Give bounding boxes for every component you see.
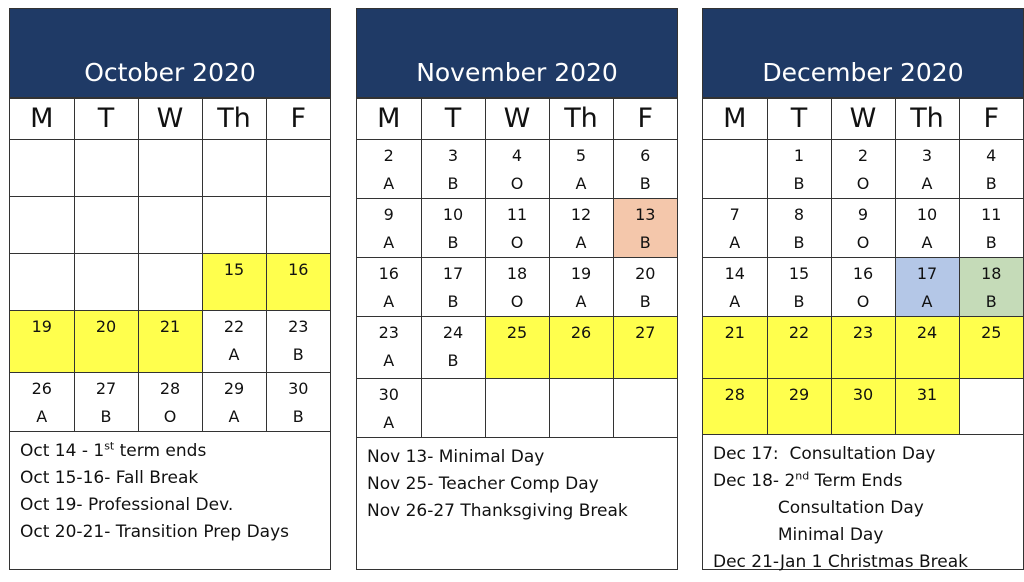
day-cell xyxy=(138,254,202,311)
month-title: November 2020 xyxy=(357,9,677,98)
day-cell xyxy=(202,197,266,254)
month-grid xyxy=(10,98,330,432)
rotation-code: A xyxy=(383,233,395,252)
rotation-code: B xyxy=(985,292,997,311)
day-cell xyxy=(831,317,895,379)
rotation-code: A xyxy=(36,407,48,426)
note-line: Nov 26-27 Thanksgiving Break xyxy=(367,501,628,521)
day-number: 30 xyxy=(378,385,399,404)
day-number: 17 xyxy=(916,264,938,283)
day-cell xyxy=(549,317,613,379)
day-cell xyxy=(357,199,421,258)
month-title: October 2020 xyxy=(10,9,330,98)
day-number: 20 xyxy=(635,264,656,283)
day-cell xyxy=(485,199,549,258)
day-cell xyxy=(202,140,266,197)
day-number: 18 xyxy=(506,264,528,283)
weekday-label: M xyxy=(703,99,767,140)
day-cell xyxy=(767,317,831,379)
day-cell xyxy=(138,197,202,254)
rotation-code: O xyxy=(856,174,870,193)
week-row xyxy=(703,199,1023,258)
day-number: 26 xyxy=(570,323,592,342)
weekday-label: F xyxy=(266,99,330,140)
day-cell xyxy=(10,140,74,197)
day-number: 12 xyxy=(570,205,592,224)
note-line: Oct 15-16- Fall Break xyxy=(20,468,199,488)
rotation-code: A xyxy=(228,345,240,364)
day-cell xyxy=(74,373,138,432)
day-number: 21 xyxy=(724,323,745,342)
day-cell xyxy=(485,317,549,379)
day-number: 30 xyxy=(852,385,874,404)
day-number: 13 xyxy=(635,205,656,224)
day-number: 21 xyxy=(159,317,181,336)
note-line: Minimal Day xyxy=(713,525,884,545)
month-grid xyxy=(703,98,1023,435)
week-row xyxy=(357,258,677,317)
day-cell xyxy=(703,258,767,317)
day-cell xyxy=(266,311,330,373)
note-line: Oct 14 - 1st term ends xyxy=(20,439,207,461)
day-cell xyxy=(703,140,767,199)
rotation-code: B xyxy=(447,174,459,193)
day-number: 9 xyxy=(857,205,869,224)
note-line: Consultation Day xyxy=(713,498,924,518)
day-number: 23 xyxy=(288,317,309,336)
note-superscript: st xyxy=(104,439,115,453)
note-line: Dec 17: Consultation Day xyxy=(713,444,936,464)
rotation-code: A xyxy=(383,292,395,311)
rotation-code: A xyxy=(729,233,741,252)
day-cell xyxy=(138,140,202,197)
weekday-label: Th xyxy=(202,99,266,140)
week-row xyxy=(10,140,330,197)
day-cell xyxy=(266,140,330,197)
day-number: 27 xyxy=(95,379,117,398)
day-number: 7 xyxy=(729,205,740,224)
day-cell xyxy=(549,379,613,438)
day-cell xyxy=(485,258,549,317)
day-cell xyxy=(74,311,138,373)
week-row xyxy=(357,140,677,199)
day-number: 18 xyxy=(981,264,1002,283)
day-number: 28 xyxy=(724,385,745,404)
week-row xyxy=(10,311,330,373)
rotation-code: O xyxy=(510,292,524,311)
rotation-code: B xyxy=(639,233,651,252)
day-cell xyxy=(421,258,485,317)
weekday-label: T xyxy=(74,99,138,140)
note-line: Dec 18- 2nd Term Ends xyxy=(713,469,903,491)
day-cell xyxy=(831,258,895,317)
day-number: 17 xyxy=(442,264,464,283)
day-number: 24 xyxy=(442,323,464,342)
day-number: 19 xyxy=(570,264,592,283)
day-number: 25 xyxy=(506,323,528,342)
day-number: 15 xyxy=(788,264,810,283)
day-cell xyxy=(421,140,485,199)
rotation-code: B xyxy=(793,292,805,311)
note-line: Nov 25- Teacher Comp Day xyxy=(367,474,599,494)
rotation-code: A xyxy=(575,233,587,252)
rotation-code: O xyxy=(856,233,870,252)
weekday-label: T xyxy=(767,99,831,140)
day-cell xyxy=(613,258,677,317)
day-number: 4 xyxy=(511,146,523,165)
weekday-label: Th xyxy=(895,99,959,140)
day-cell xyxy=(202,311,266,373)
weekday-label: F xyxy=(613,99,677,140)
day-number: 11 xyxy=(506,205,528,224)
rotation-code: B xyxy=(793,174,805,193)
day-cell xyxy=(613,140,677,199)
rotation-code: A xyxy=(729,292,741,311)
day-number: 20 xyxy=(95,317,117,336)
day-cell xyxy=(138,373,202,432)
day-cell xyxy=(266,197,330,254)
day-cell xyxy=(831,379,895,435)
day-cell xyxy=(895,199,959,258)
day-number: 16 xyxy=(852,264,874,283)
note-line: Nov 13- Minimal Day xyxy=(367,447,545,467)
weekday-header-row xyxy=(357,99,677,140)
week-row xyxy=(10,373,330,432)
day-cell xyxy=(703,317,767,379)
day-number: 6 xyxy=(640,146,651,165)
rotation-code: A xyxy=(383,351,395,370)
day-cell xyxy=(959,258,1023,317)
day-cell xyxy=(767,379,831,435)
day-number: 1 xyxy=(793,146,805,165)
day-cell xyxy=(202,373,266,432)
day-cell xyxy=(421,317,485,379)
day-number: 23 xyxy=(852,323,874,342)
day-cell xyxy=(421,379,485,438)
rotation-code: O xyxy=(163,407,177,426)
rotation-code: A xyxy=(921,292,933,311)
day-number: 16 xyxy=(378,264,399,283)
weekday-label: M xyxy=(10,99,74,140)
rotation-code: O xyxy=(510,233,524,252)
rotation-code: B xyxy=(639,174,651,193)
day-number: 10 xyxy=(916,205,938,224)
day-cell xyxy=(895,258,959,317)
month-panel xyxy=(9,8,331,570)
day-number: 2 xyxy=(383,146,394,165)
rotation-code: A xyxy=(228,407,240,426)
day-number: 5 xyxy=(575,146,587,165)
day-cell xyxy=(549,199,613,258)
rotation-code: B xyxy=(447,351,459,370)
rotation-code: B xyxy=(639,292,651,311)
day-cell xyxy=(266,373,330,432)
day-cell xyxy=(357,140,421,199)
weekday-label: W xyxy=(138,99,202,140)
day-number: 23 xyxy=(378,323,399,342)
day-number: 29 xyxy=(788,385,810,404)
note-line: Oct 20-21- Transition Prep Days xyxy=(20,522,289,542)
day-cell xyxy=(959,317,1023,379)
month-notes xyxy=(10,432,330,552)
day-cell xyxy=(485,140,549,199)
day-number: 15 xyxy=(223,260,245,279)
rotation-code: A xyxy=(383,174,395,193)
day-cell xyxy=(613,199,677,258)
day-cell xyxy=(10,311,74,373)
rotation-code: A xyxy=(383,413,395,432)
day-number: 28 xyxy=(159,379,181,398)
rotation-code: B xyxy=(292,345,304,364)
day-cell xyxy=(895,379,959,435)
day-number: 16 xyxy=(288,260,309,279)
weekday-label: T xyxy=(421,99,485,140)
week-row xyxy=(357,317,677,379)
day-number: 29 xyxy=(223,379,245,398)
day-cell xyxy=(959,140,1023,199)
day-cell xyxy=(357,317,421,379)
weekday-label: M xyxy=(357,99,421,140)
day-cell xyxy=(138,311,202,373)
day-cell xyxy=(549,258,613,317)
month-notes xyxy=(357,438,677,531)
day-number: 30 xyxy=(288,379,309,398)
week-row xyxy=(703,379,1023,435)
day-number: 27 xyxy=(635,323,656,342)
weekday-label: W xyxy=(485,99,549,140)
day-cell xyxy=(767,199,831,258)
day-cell xyxy=(959,379,1023,435)
weekday-label: Th xyxy=(549,99,613,140)
day-number: 19 xyxy=(31,317,52,336)
day-number: 10 xyxy=(442,205,464,224)
day-cell xyxy=(10,254,74,311)
week-row xyxy=(10,254,330,311)
note-line: Oct 19- Professional Dev. xyxy=(20,495,234,515)
week-row xyxy=(703,258,1023,317)
rotation-code: O xyxy=(510,174,524,193)
day-cell xyxy=(895,140,959,199)
day-cell xyxy=(767,140,831,199)
day-cell xyxy=(613,317,677,379)
week-row xyxy=(357,379,677,438)
day-number: 25 xyxy=(981,323,1002,342)
day-cell xyxy=(485,379,549,438)
rotation-code: B xyxy=(793,233,805,252)
month-panel xyxy=(702,8,1024,570)
day-cell xyxy=(895,317,959,379)
week-row xyxy=(10,197,330,254)
day-number: 24 xyxy=(916,323,938,342)
day-cell xyxy=(421,199,485,258)
day-number: 31 xyxy=(916,385,938,404)
day-number: 14 xyxy=(724,264,745,283)
weekday-label: F xyxy=(959,99,1023,140)
day-cell xyxy=(74,254,138,311)
rotation-code: B xyxy=(447,233,459,252)
day-cell xyxy=(357,258,421,317)
rotation-code: B xyxy=(985,233,997,252)
note-superscript: nd xyxy=(795,469,810,483)
rotation-code: A xyxy=(921,174,933,193)
day-number: 11 xyxy=(981,205,1002,224)
day-cell xyxy=(10,197,74,254)
day-number: 3 xyxy=(447,146,459,165)
weekday-label: W xyxy=(831,99,895,140)
day-cell xyxy=(767,258,831,317)
week-row xyxy=(703,140,1023,199)
day-cell xyxy=(266,254,330,311)
day-cell xyxy=(357,379,421,438)
day-cell xyxy=(831,199,895,258)
week-row xyxy=(357,199,677,258)
day-number: 22 xyxy=(223,317,245,336)
weekday-header-row xyxy=(703,99,1023,140)
note-line: Dec 21-Jan 1 Christmas Break xyxy=(713,552,968,572)
month-grid xyxy=(357,98,677,438)
rotation-code: A xyxy=(575,292,587,311)
rotation-code: B xyxy=(985,174,997,193)
month-title: December 2020 xyxy=(703,9,1023,98)
rotation-code: A xyxy=(575,174,587,193)
day-cell xyxy=(74,197,138,254)
rotation-code: A xyxy=(921,233,933,252)
rotation-code: B xyxy=(447,292,459,311)
rotation-code: B xyxy=(292,407,304,426)
rotation-code: B xyxy=(100,407,112,426)
day-cell xyxy=(703,199,767,258)
day-cell xyxy=(959,199,1023,258)
day-cell xyxy=(202,254,266,311)
month-panel xyxy=(356,8,678,570)
day-cell xyxy=(74,140,138,197)
day-cell xyxy=(703,379,767,435)
day-cell xyxy=(10,373,74,432)
day-number: 26 xyxy=(31,379,52,398)
day-number: 3 xyxy=(921,146,933,165)
day-number: 2 xyxy=(857,146,869,165)
day-number: 9 xyxy=(383,205,394,224)
weekday-header-row xyxy=(10,99,330,140)
day-number: 22 xyxy=(788,323,810,342)
day-cell xyxy=(613,379,677,438)
day-number: 4 xyxy=(986,146,997,165)
rotation-code: O xyxy=(856,292,870,311)
day-cell xyxy=(549,140,613,199)
month-notes xyxy=(703,435,1023,582)
week-row xyxy=(703,317,1023,379)
day-cell xyxy=(831,140,895,199)
day-number: 8 xyxy=(793,205,805,224)
